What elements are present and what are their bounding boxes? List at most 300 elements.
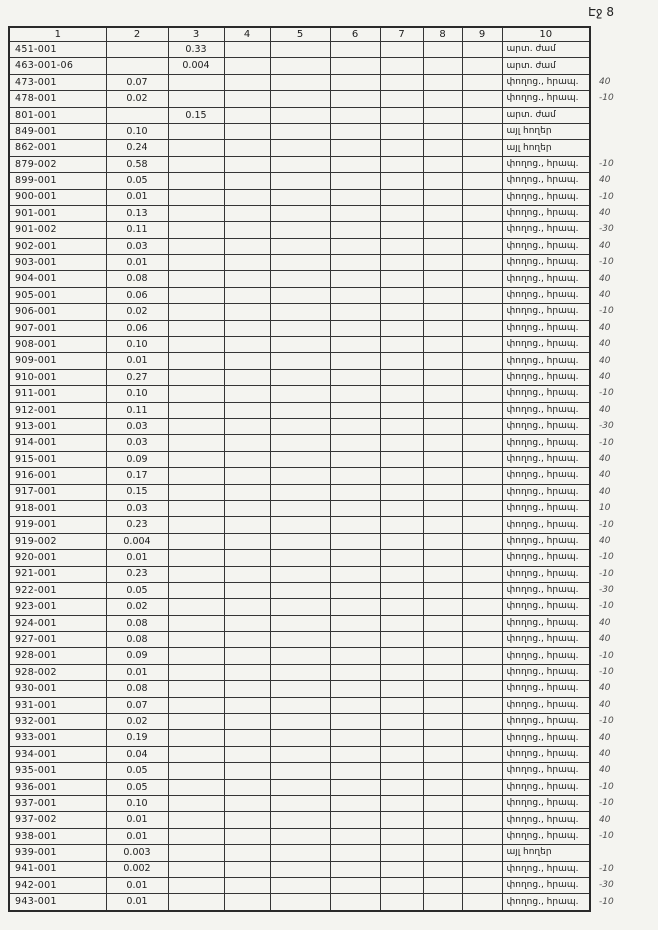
value-cell (270, 615, 330, 631)
value-cell (270, 582, 330, 598)
value-cell (423, 632, 462, 648)
value-cell (270, 156, 330, 172)
handwritten-margin-note: -10 (599, 93, 614, 104)
value-cell (462, 648, 502, 664)
value-cell (270, 763, 330, 779)
land-category-cell: փողոց., հրապ. (502, 435, 590, 451)
value-cell: 0.01 (106, 828, 168, 844)
value-cell (462, 763, 502, 779)
value-cell (423, 205, 462, 221)
land-category-cell: փողոց., հրապ. (502, 320, 590, 336)
value-cell (423, 730, 462, 746)
table-row (9, 173, 630, 189)
value-cell (380, 205, 423, 221)
value-cell (330, 550, 380, 566)
parcel-code-cell: 910-001 (9, 369, 106, 385)
value-cell (168, 320, 224, 336)
value-cell: 0.23 (106, 566, 168, 582)
land-category-cell: փողոց., հրապ. (502, 582, 590, 598)
parcel-code-cell: 930-001 (9, 681, 106, 697)
value-cell (462, 795, 502, 811)
value-cell (330, 353, 380, 369)
value-cell (270, 353, 330, 369)
value-cell (330, 845, 380, 861)
handwritten-margin-note: -10 (599, 568, 614, 579)
value-cell (270, 697, 330, 713)
value-cell (423, 402, 462, 418)
value-cell (423, 845, 462, 861)
handwritten-margin-note: 40 (599, 470, 611, 481)
value-cell: 0.02 (106, 304, 168, 320)
parcel-code-cell: 903-001 (9, 255, 106, 271)
parcel-code-cell: 933-001 (9, 730, 106, 746)
land-category-cell: փողոց., հրապ. (502, 173, 590, 189)
value-cell (423, 91, 462, 107)
handwritten-margin-note: 40 (599, 322, 611, 333)
value-cell (168, 812, 224, 828)
value-cell (330, 255, 380, 271)
value-cell (462, 861, 502, 877)
value-cell (224, 435, 270, 451)
land-category-cell: փողոց., հրապ. (502, 795, 590, 811)
value-cell (224, 42, 270, 58)
handwritten-margin-note: 40 (599, 535, 611, 546)
value-cell (224, 714, 270, 730)
land-category-cell: փողոց., հրապ. (502, 337, 590, 353)
land-category-cell: փողոց., հրապ. (502, 484, 590, 500)
value-cell (224, 255, 270, 271)
land-category-cell: փողոց., հրապ. (502, 517, 590, 533)
value-cell: 0.004 (106, 533, 168, 549)
value-cell (423, 746, 462, 762)
land-category-cell: փողոց., հրապ. (502, 763, 590, 779)
value-cell (330, 828, 380, 844)
value-cell (462, 337, 502, 353)
handwritten-margin-note: -30 (599, 421, 614, 432)
value-cell (224, 632, 270, 648)
value-cell (380, 746, 423, 762)
value-cell (380, 730, 423, 746)
value-cell (330, 599, 380, 615)
value-cell (380, 812, 423, 828)
land-category-cell: այլ հողեր (502, 845, 590, 861)
value-cell (423, 615, 462, 631)
parcel-code-cell: 943-001 (9, 894, 106, 911)
value-cell (462, 877, 502, 893)
land-parcel-table (8, 26, 631, 912)
value-cell (270, 894, 330, 911)
handwritten-margin-note: -10 (599, 863, 614, 874)
parcel-code-cell: 902-001 (9, 238, 106, 254)
land-category-cell: փողոց., հրապ. (502, 386, 590, 402)
value-cell (380, 140, 423, 156)
value-cell (270, 58, 330, 74)
value-cell (224, 140, 270, 156)
value-cell (380, 861, 423, 877)
value-cell (224, 222, 270, 238)
handwritten-margin-note: -10 (599, 306, 614, 317)
land-category-cell: փողոց., հրապ. (502, 681, 590, 697)
value-cell (462, 271, 502, 287)
value-cell (270, 484, 330, 500)
table-row (9, 386, 630, 402)
value-cell (462, 779, 502, 795)
table-row (9, 255, 630, 271)
handwritten-margin-note: -10 (599, 896, 614, 907)
parcel-code-cell: 919-001 (9, 517, 106, 533)
land-category-cell: փողոց., հրապ. (502, 369, 590, 385)
land-category-cell: փողոց., հրապ. (502, 648, 590, 664)
value-cell (224, 402, 270, 418)
value-cell: 0.05 (106, 582, 168, 598)
value-cell: 0.08 (106, 681, 168, 697)
parcel-code-cell: 911-001 (9, 386, 106, 402)
value-cell (330, 500, 380, 516)
column-header-4: 4 (224, 27, 270, 42)
value-cell (168, 337, 224, 353)
value-cell (380, 500, 423, 516)
value-cell (380, 894, 423, 911)
value-cell (330, 107, 380, 123)
value-cell (462, 451, 502, 467)
value-cell (380, 615, 423, 631)
value-cell (330, 205, 380, 221)
handwritten-margin-note: -10 (599, 601, 614, 612)
value-cell: 0.01 (106, 189, 168, 205)
value-cell (330, 746, 380, 762)
value-cell (270, 533, 330, 549)
value-cell (168, 582, 224, 598)
value-cell (462, 533, 502, 549)
handwritten-margin-note: 40 (599, 486, 611, 497)
land-category-cell: փողոց., հրապ. (502, 271, 590, 287)
value-cell (270, 451, 330, 467)
value-cell: 0.003 (106, 845, 168, 861)
table-row (9, 828, 630, 844)
value-cell: 0.23 (106, 517, 168, 533)
land-category-cell: փողոց., հրապ. (502, 451, 590, 467)
value-cell (270, 386, 330, 402)
land-category-cell: փողոց., հրապ. (502, 205, 590, 221)
parcel-code-cell: 463-001-06 (9, 58, 106, 74)
value-cell (168, 763, 224, 779)
value-cell (462, 173, 502, 189)
handwritten-margin-note (590, 58, 630, 74)
handwritten-margin-note (590, 123, 630, 139)
value-cell (380, 58, 423, 74)
value-cell (330, 812, 380, 828)
value-cell (380, 533, 423, 549)
value-cell (224, 697, 270, 713)
value-cell (270, 304, 330, 320)
value-cell (270, 369, 330, 385)
value-cell (462, 107, 502, 123)
value-cell (423, 140, 462, 156)
value-cell (423, 484, 462, 500)
value-cell (224, 451, 270, 467)
value-cell (423, 353, 462, 369)
column-header-1: 1 (9, 27, 106, 42)
parcel-code-cell: 934-001 (9, 746, 106, 762)
value-cell (330, 42, 380, 58)
value-cell (380, 648, 423, 664)
table-row (9, 599, 630, 615)
value-cell (224, 107, 270, 123)
value-cell (330, 877, 380, 893)
value-cell (224, 894, 270, 911)
table-row (9, 763, 630, 779)
value-cell (330, 714, 380, 730)
value-cell (330, 189, 380, 205)
land-category-cell: փողոց., հրապ. (502, 877, 590, 893)
value-cell (423, 189, 462, 205)
value-cell (380, 714, 423, 730)
value-cell: 0.02 (106, 714, 168, 730)
handwritten-margin-note: 40 (599, 240, 611, 251)
handwritten-margin-note: 40 (599, 748, 611, 759)
parcel-code-cell: 901-001 (9, 205, 106, 221)
handwritten-margin-note (590, 845, 630, 861)
value-cell (423, 894, 462, 911)
value-cell (380, 517, 423, 533)
land-category-cell: փողոց., հրապ. (502, 533, 590, 549)
value-cell (423, 550, 462, 566)
value-cell (423, 648, 462, 664)
value-cell (423, 418, 462, 434)
table-row (9, 140, 630, 156)
parcel-code-cell: 924-001 (9, 615, 106, 631)
value-cell: 0.24 (106, 140, 168, 156)
column-header-10: 10 (502, 27, 590, 42)
value-cell: 0.11 (106, 222, 168, 238)
value-cell (270, 123, 330, 139)
column-header-3: 3 (168, 27, 224, 42)
value-cell (462, 500, 502, 516)
value-cell (423, 566, 462, 582)
value-cell (270, 517, 330, 533)
table-row (9, 484, 630, 500)
parcel-code-cell: 879-002 (9, 156, 106, 172)
value-cell (168, 451, 224, 467)
value-cell (330, 140, 380, 156)
table-row (9, 845, 630, 861)
value-cell (423, 222, 462, 238)
value-cell (462, 287, 502, 303)
parcel-code-cell: 908-001 (9, 337, 106, 353)
value-cell (462, 714, 502, 730)
table-row (9, 189, 630, 205)
value-cell (462, 369, 502, 385)
value-cell (224, 517, 270, 533)
value-cell (224, 91, 270, 107)
value-cell (224, 74, 270, 90)
column-header-8: 8 (423, 27, 462, 42)
handwritten-margin-note: 40 (599, 683, 611, 694)
value-cell (168, 386, 224, 402)
parcel-code-cell: 909-001 (9, 353, 106, 369)
value-cell (462, 615, 502, 631)
value-cell (270, 779, 330, 795)
value-cell (224, 271, 270, 287)
value-cell (224, 582, 270, 598)
value-cell (462, 304, 502, 320)
value-cell (168, 369, 224, 385)
parcel-code-cell: 936-001 (9, 779, 106, 795)
value-cell (462, 566, 502, 582)
value-cell (380, 271, 423, 287)
value-cell: 0.004 (168, 58, 224, 74)
value-cell (270, 91, 330, 107)
value-cell: 0.17 (106, 468, 168, 484)
value-cell (270, 287, 330, 303)
value-cell (423, 173, 462, 189)
value-cell (168, 123, 224, 139)
land-category-cell: փողոց., հրապ. (502, 91, 590, 107)
value-cell: 0.09 (106, 648, 168, 664)
value-cell (224, 386, 270, 402)
parcel-code-cell: 918-001 (9, 500, 106, 516)
land-category-cell: փողոց., հրապ. (502, 74, 590, 90)
parcel-code-cell: 942-001 (9, 877, 106, 893)
value-cell (224, 337, 270, 353)
value-cell (330, 58, 380, 74)
parcel-code-cell: 922-001 (9, 582, 106, 598)
value-cell (423, 599, 462, 615)
value-cell (224, 353, 270, 369)
value-cell (224, 550, 270, 566)
land-category-cell: փողոց., հրապ. (502, 779, 590, 795)
value-cell: 0.13 (106, 205, 168, 221)
value-cell (380, 828, 423, 844)
value-cell (270, 877, 330, 893)
value-cell (423, 533, 462, 549)
value-cell (380, 681, 423, 697)
parcel-code-cell: 920-001 (9, 550, 106, 566)
value-cell (462, 42, 502, 58)
table-row (9, 894, 630, 911)
value-cell (423, 500, 462, 516)
value-cell (224, 123, 270, 139)
table-row (9, 468, 630, 484)
land-category-cell: փողոց., հրապ. (502, 566, 590, 582)
table-row (9, 714, 630, 730)
value-cell (380, 566, 423, 582)
column-header-9: 9 (462, 27, 502, 42)
value-cell (168, 730, 224, 746)
value-cell (462, 484, 502, 500)
value-cell (168, 304, 224, 320)
handwritten-margin-note: 40 (599, 208, 611, 219)
parcel-code-cell: 931-001 (9, 697, 106, 713)
value-cell: 0.07 (106, 74, 168, 90)
table-row (9, 418, 630, 434)
value-cell: 0.05 (106, 763, 168, 779)
land-category-cell: փողոց., հրապ. (502, 156, 590, 172)
value-cell (380, 173, 423, 189)
value-cell (330, 681, 380, 697)
parcel-code-cell: 941-001 (9, 861, 106, 877)
value-cell (462, 828, 502, 844)
land-category-cell: փողոց., հրապ. (502, 500, 590, 516)
value-cell (224, 369, 270, 385)
value-cell (423, 877, 462, 893)
handwritten-margin-note: 40 (599, 453, 611, 464)
value-cell (270, 714, 330, 730)
handwritten-margin-note: 40 (599, 355, 611, 366)
table-row (9, 287, 630, 303)
land-category-cell: փողոց., հրապ. (502, 730, 590, 746)
value-cell (168, 894, 224, 911)
value-cell (168, 648, 224, 664)
value-cell (380, 156, 423, 172)
land-category-cell: փողոց., հրապ. (502, 861, 590, 877)
value-cell (462, 632, 502, 648)
parcel-code-cell: 923-001 (9, 599, 106, 615)
value-cell: 0.01 (106, 255, 168, 271)
value-cell (330, 435, 380, 451)
value-cell (462, 189, 502, 205)
land-category-cell: այլ հողեր (502, 123, 590, 139)
value-cell (380, 451, 423, 467)
handwritten-margin-note: 40 (599, 273, 611, 284)
value-cell (330, 222, 380, 238)
value-cell (423, 74, 462, 90)
land-category-cell: փողոց., հրապ. (502, 402, 590, 418)
value-cell (224, 779, 270, 795)
margin-note-header (590, 27, 630, 42)
value-cell (380, 418, 423, 434)
value-cell (270, 418, 330, 434)
land-category-cell: փողոց., հրապ. (502, 468, 590, 484)
handwritten-margin-note: -10 (599, 388, 614, 399)
value-cell (168, 468, 224, 484)
value-cell: 0.02 (106, 599, 168, 615)
value-cell (168, 418, 224, 434)
table-row (9, 353, 630, 369)
handwritten-margin-note: -10 (599, 781, 614, 792)
handwritten-margin-note: -30 (599, 224, 614, 235)
parcel-code-cell: 928-001 (9, 648, 106, 664)
value-cell: 0.03 (106, 500, 168, 516)
value-cell (270, 189, 330, 205)
value-cell (168, 550, 224, 566)
value-cell (462, 402, 502, 418)
value-cell (462, 664, 502, 680)
parcel-code-cell: 907-001 (9, 320, 106, 336)
value-cell (270, 107, 330, 123)
value-cell: 0.002 (106, 861, 168, 877)
land-category-cell: փողոց., հրապ. (502, 664, 590, 680)
value-cell (462, 517, 502, 533)
value-cell: 0.19 (106, 730, 168, 746)
value-cell (462, 255, 502, 271)
value-cell (224, 320, 270, 336)
value-cell (462, 582, 502, 598)
value-cell (423, 320, 462, 336)
value-cell (330, 123, 380, 139)
value-cell (330, 369, 380, 385)
value-cell: 0.06 (106, 320, 168, 336)
value-cell (330, 779, 380, 795)
value-cell (423, 255, 462, 271)
handwritten-margin-note: 40 (599, 617, 611, 628)
value-cell (106, 42, 168, 58)
value-cell: 0.01 (106, 353, 168, 369)
value-cell (462, 730, 502, 746)
value-cell (224, 173, 270, 189)
table-row (9, 566, 630, 582)
value-cell (168, 484, 224, 500)
